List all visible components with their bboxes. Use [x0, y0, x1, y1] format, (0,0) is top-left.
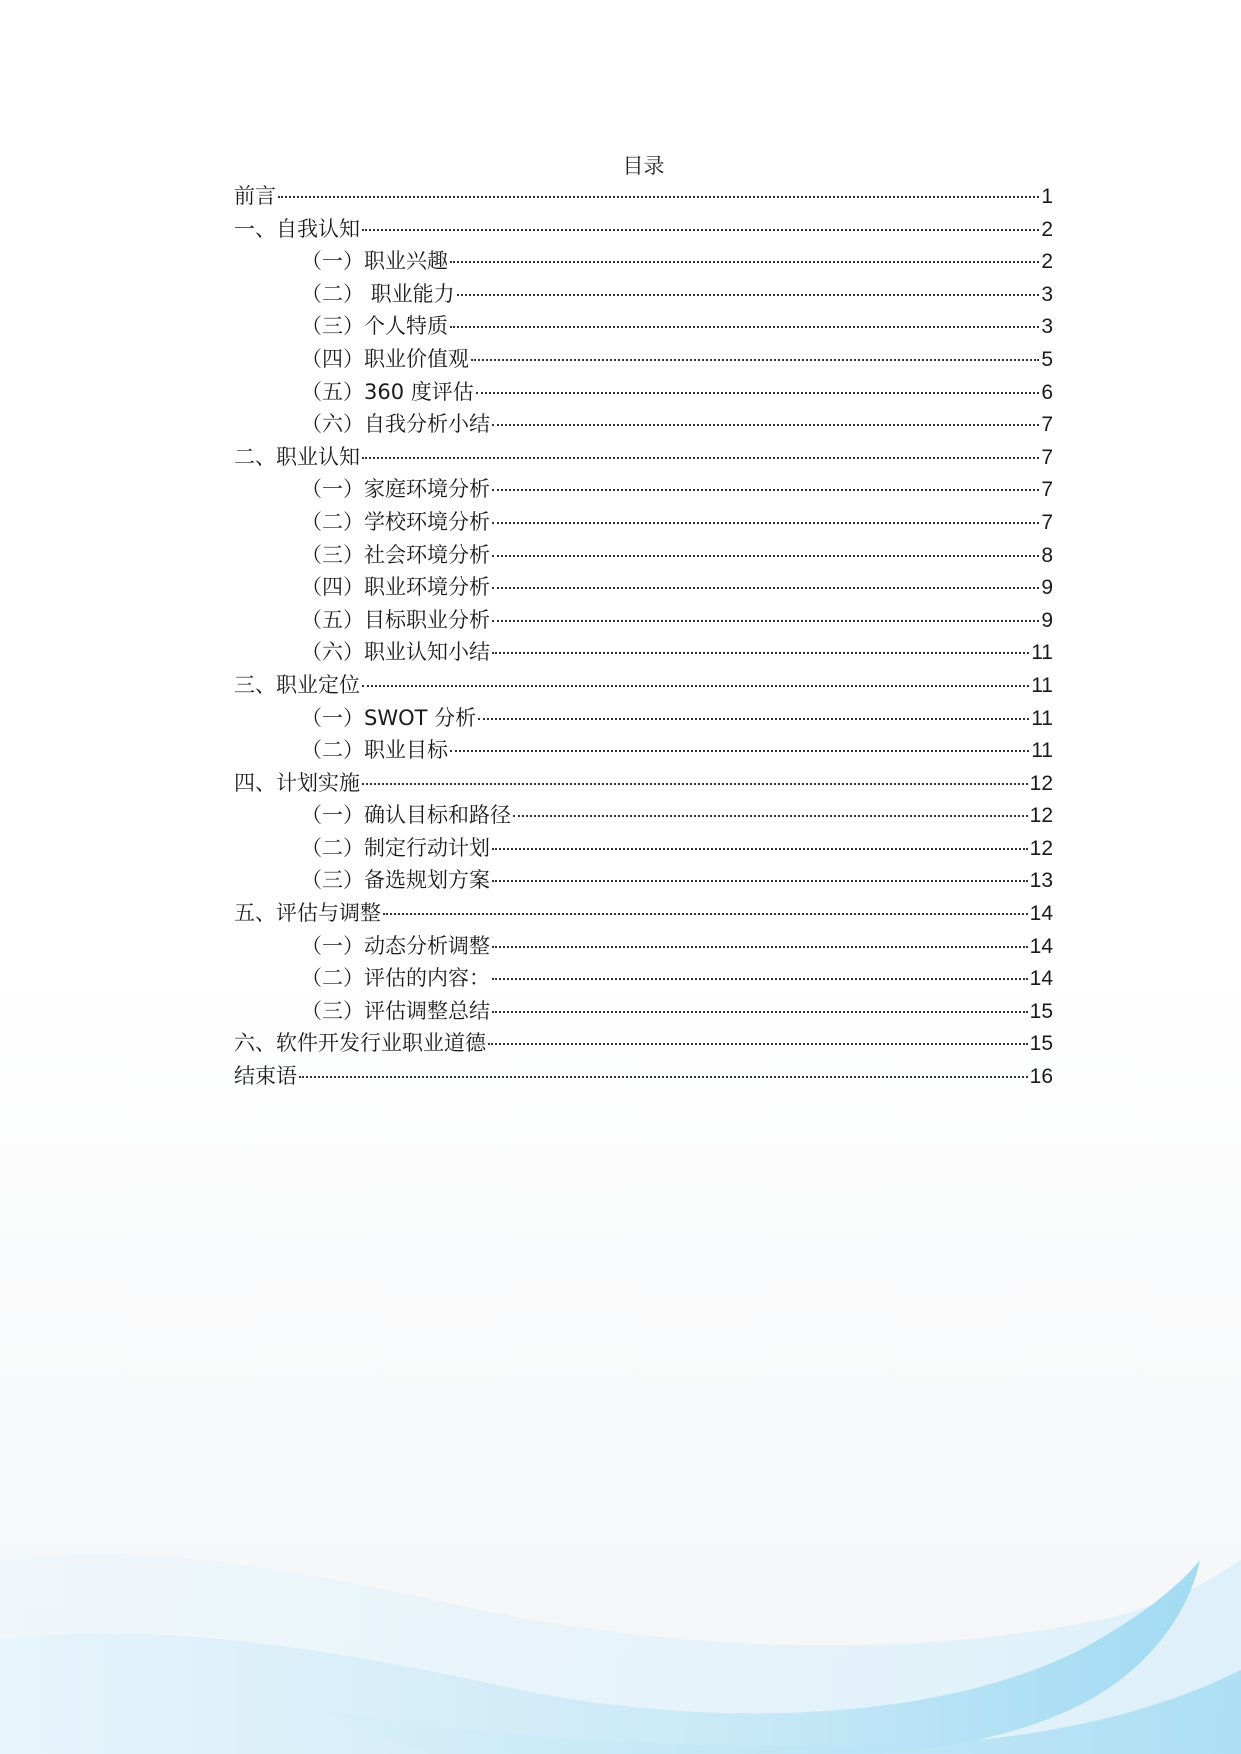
toc-entry-label: 三、职业定位 — [234, 672, 360, 697]
toc-entry-label: （三）备选规划方案 — [301, 868, 490, 893]
toc-entry-label: （二） 职业能力 — [301, 281, 455, 306]
toc-dot-leader — [492, 1011, 1028, 1013]
toc-entry-page-number: 14 — [1029, 902, 1053, 926]
toc-entry-label: （三）评估调整总结 — [301, 998, 490, 1023]
toc-entry[interactable] — [234, 767, 1053, 800]
toc-entry[interactable] — [234, 571, 1053, 604]
toc-dot-leader — [478, 718, 1029, 720]
toc-entry-page-number: 9 — [1041, 576, 1053, 600]
toc-entry-page-number: 7 — [1041, 413, 1053, 437]
toc-dot-leader — [492, 880, 1028, 882]
toc-entry-label: （四）职业价值观 — [301, 346, 469, 371]
toc-entry[interactable] — [234, 441, 1053, 474]
toc-dot-leader — [492, 587, 1039, 589]
toc-entry-label: （四）职业环境分析 — [301, 575, 490, 600]
toc-entry-page-number: 1 — [1041, 185, 1053, 208]
toc-entry-label: （六）职业认知小结 — [301, 640, 490, 665]
toc-entry[interactable] — [234, 473, 1053, 506]
toc-entry-page-number: 7 — [1041, 478, 1053, 502]
toc-dot-leader — [450, 750, 1029, 752]
toc-title: 目录 — [622, 154, 665, 178]
toc-dot-leader — [492, 652, 1029, 654]
toc-dot-leader — [450, 326, 1039, 328]
toc-entry-label: 二、职业认知 — [234, 444, 360, 469]
toc-dot-leader — [457, 294, 1040, 296]
toc-entry[interactable] — [234, 636, 1053, 669]
toc-entry[interactable] — [234, 245, 1053, 278]
toc-entry[interactable] — [234, 930, 1053, 963]
toc-dot-leader — [383, 913, 1028, 915]
toc-dot-leader — [492, 522, 1039, 524]
toc-dot-leader — [492, 848, 1028, 850]
toc-entry-label: （一）职业兴趣 — [301, 249, 448, 274]
table-of-contents — [234, 146, 1053, 1093]
toc-entry-label: （三）社会环境分析 — [301, 542, 490, 567]
toc-entry-page-number: 9 — [1041, 608, 1053, 632]
toc-entry-page-number: 13 — [1029, 869, 1053, 893]
toc-entry[interactable] — [234, 832, 1053, 865]
toc-entry[interactable] — [234, 310, 1053, 343]
toc-dot-leader — [362, 229, 1039, 231]
toc-entry-page-number: 16 — [1029, 1065, 1053, 1089]
toc-dot-leader — [492, 555, 1039, 557]
toc-entry-label: 一、自我认知 — [234, 216, 360, 241]
toc-entry-page-number: 7 — [1041, 445, 1053, 469]
toc-entry[interactable] — [234, 506, 1053, 539]
toc-dot-leader — [476, 392, 1040, 394]
toc-entry-label: （三）个人特质 — [301, 314, 448, 339]
toc-entry[interactable] — [234, 962, 1053, 995]
toc-entry-page-number: 8 — [1041, 543, 1053, 567]
toc-entry-page-number: 11 — [1031, 739, 1053, 763]
toc-dot-leader — [362, 783, 1028, 785]
toc-entry-page-number: 12 — [1029, 771, 1053, 795]
toc-entry-page-number: 12 — [1029, 804, 1053, 828]
toc-entry[interactable] — [234, 376, 1053, 409]
toc-entry-page-number: 12 — [1029, 836, 1053, 860]
toc-entry[interactable] — [234, 734, 1053, 767]
toc-entry[interactable] — [234, 897, 1053, 930]
toc-dot-leader — [492, 489, 1039, 491]
toc-dot-leader — [492, 978, 1028, 980]
toc-dot-leader — [492, 946, 1028, 948]
toc-entry-page-number: 7 — [1041, 510, 1053, 534]
toc-entry-label: 四、计划实施 — [234, 770, 360, 795]
toc-entry-page-number: 14 — [1029, 967, 1053, 991]
toc-entry-label: （一）SWOT 分析 — [301, 705, 477, 730]
toc-entry-page-number: 14 — [1029, 934, 1053, 958]
toc-entry-label: 六、软件开发行业职业道德 — [234, 1031, 486, 1056]
toc-entry[interactable] — [234, 995, 1053, 1028]
toc-entry[interactable] — [234, 539, 1053, 572]
toc-entry-page-number: 11 — [1031, 673, 1053, 697]
toc-dot-leader — [299, 1076, 1028, 1078]
toc-entry-label: （一）家庭环境分析 — [301, 477, 490, 502]
toc-dot-leader — [492, 424, 1039, 426]
toc-entry[interactable] — [234, 1060, 1053, 1093]
toc-dot-leader — [488, 1043, 1028, 1045]
toc-entry[interactable] — [234, 604, 1053, 637]
toc-entry[interactable] — [234, 278, 1053, 311]
toc-entry[interactable] — [234, 864, 1053, 897]
toc-entry-label: （二）职业目标 — [301, 738, 448, 763]
toc-entry[interactable] — [234, 1027, 1053, 1060]
toc-dot-leader — [278, 196, 1039, 198]
toc-entry-page-number: 3 — [1041, 315, 1053, 339]
toc-entry-label: （一）确认目标和路径 — [301, 803, 511, 828]
toc-entry-label: （二）制定行动计划 — [301, 835, 490, 860]
toc-dot-leader — [471, 359, 1039, 361]
toc-entry-label: （二）评估的内容： — [301, 966, 490, 991]
toc-dot-leader — [362, 685, 1029, 687]
toc-entry-page-number: 3 — [1041, 282, 1053, 306]
toc-entry-label: 结束语 — [234, 1064, 297, 1089]
toc-entry[interactable] — [234, 213, 1053, 246]
toc-entry-label: 五、评估与调整 — [234, 901, 381, 926]
toc-entry[interactable] — [234, 799, 1053, 832]
toc-entry-label: （六）自我分析小结 — [301, 412, 490, 437]
toc-entry[interactable] — [234, 408, 1053, 441]
toc-entry-page-number: 11 — [1031, 641, 1053, 665]
toc-entry-list — [234, 180, 1053, 1093]
toc-dot-leader — [513, 815, 1028, 817]
toc-entry-label: 前言 — [234, 184, 276, 208]
toc-entry-page-number: 15 — [1029, 1032, 1053, 1056]
toc-entry-label: （一）动态分析调整 — [301, 933, 490, 958]
toc-dot-leader — [450, 261, 1039, 263]
toc-entry-page-number: 5 — [1041, 347, 1053, 371]
toc-entry-page-number: 2 — [1041, 250, 1053, 274]
toc-dot-leader — [492, 620, 1039, 622]
toc-entry[interactable] — [234, 702, 1053, 735]
toc-entry-label: （二）学校环境分析 — [301, 509, 490, 534]
toc-entry-label: （五）360 度评估 — [301, 379, 474, 404]
toc-entry[interactable] — [234, 343, 1053, 376]
toc-entry-page-number: 11 — [1031, 706, 1053, 730]
toc-entry[interactable] — [234, 669, 1053, 702]
toc-dot-leader — [362, 457, 1039, 459]
toc-entry-label: （五）目标职业分析 — [301, 607, 490, 632]
toc-entry-page-number: 2 — [1041, 217, 1053, 241]
toc-entry-page-number: 6 — [1041, 380, 1053, 404]
decorative-wave-footer — [0, 1500, 1241, 1754]
toc-entry-page-number: 15 — [1029, 999, 1053, 1023]
